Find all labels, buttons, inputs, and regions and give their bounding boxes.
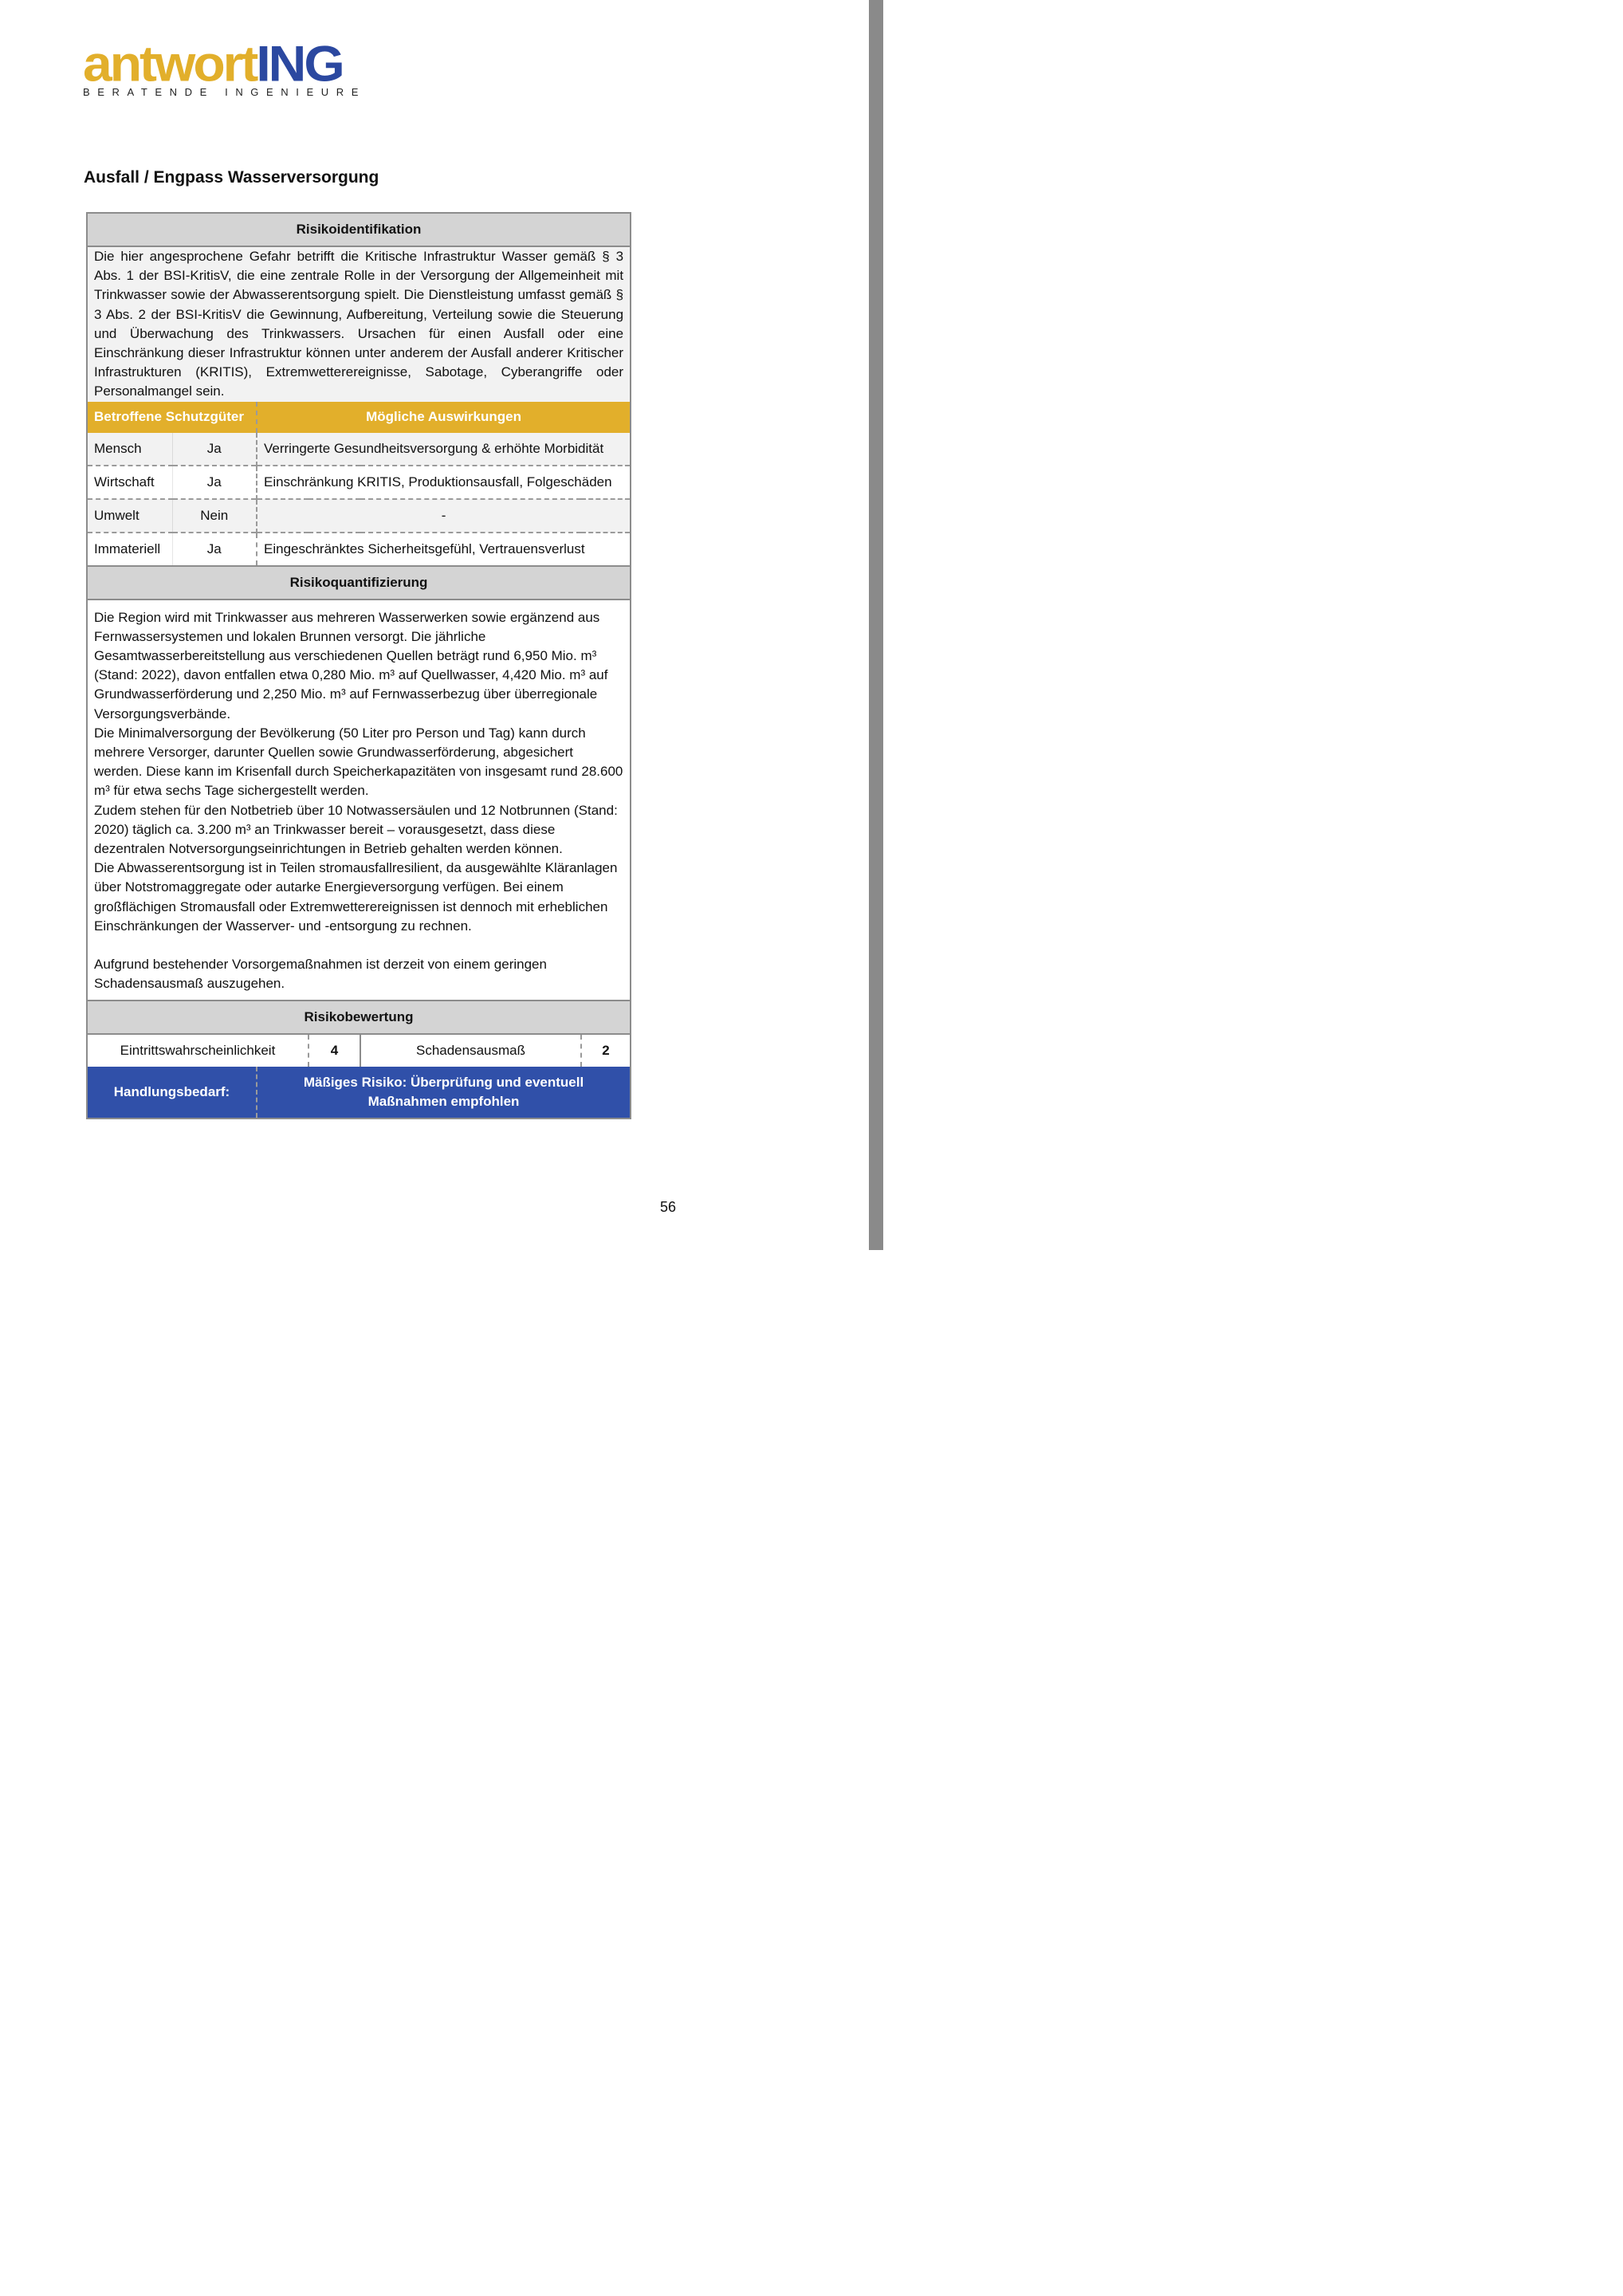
identification-text-row <box>87 246 631 402</box>
quantification-text-row <box>87 600 631 1001</box>
effect-text: - <box>257 499 631 533</box>
good-label: Immateriell <box>87 533 172 566</box>
table-row <box>87 499 631 533</box>
action-text-line: Maßnahmen empfohlen <box>367 1094 520 1110</box>
identification-text: Die hier angesprochene Gefahr betrifft die Kritische Infrastruktur Wasser gemäß § 3 Abs. 1 der BSI-KritisV, die eine zentrale Rolle in der Versorgung der Allgemeinheit mit Trinkwasser sowie der Abwasserentsorgung spielt. Die Dienstleistung umfasst gemäß § 3 Abs. 2 der BSI-KritisV die Gewinnung, Aufbereitung, Verteilung sowie die Steuerung und Überwachung des Trinkwassers. Ursachen für einen Ausfall oder eine Einschränkung dieser Infrastruktur können unter anderem der Ausfall anderer Kritischer Infrastrukturen (KRITIS), Extremwetterereignisse, Sabotage, Cyberangriffe oder Personalmangel sein. <box>87 246 631 402</box>
action-text-line: Mäßiges Risiko: Überprüfung und eventuell <box>303 1075 584 1091</box>
col-header-effects: Mögliche Auswirkungen <box>257 402 631 433</box>
good-label: Mensch <box>87 433 172 466</box>
impact-header-row <box>87 402 631 433</box>
table-row <box>87 533 631 566</box>
affected-value: Nein <box>172 499 257 533</box>
action-row <box>87 1067 631 1119</box>
page-title: Ausfall / Engpass Wasserversorgung <box>84 168 379 187</box>
good-label: Wirtschaft <box>87 466 172 499</box>
probability-value: 4 <box>308 1034 360 1067</box>
quantification-paragraph: Die Abwasserentsorgung ist in Teilen stromausfallresilient, da ausgewählte Kläranlagen über Notstromaggregate oder autarke Energieversorgung verfügen. Bei einem großflächigen Stromausfall oder Extremwetterereignissen ist dennoch mit erheblichen Einschränkungen der Wasserver- und -entsorgung zu rechnen. <box>94 860 618 934</box>
damage-value: 2 <box>581 1034 631 1067</box>
quantification-paragraph: Zudem stehen für den Notbetrieb über 10 Notwassersäulen und 12 Notbrunnen (Stand: 2020) täglich ca. 3.200 m³ an Trinkwasser bereit – vorausgesetzt, dass diese dezentralen Notversorgungseinrichtungen in Betrieb gehalten werden können. <box>94 802 618 857</box>
quantification-paragraph: Die Region wird mit Trinkwasser aus mehreren Wasserwerken sowie ergänzend aus Fernwassersystemen und lokalen Brunnen versorgt. Die jährliche Gesamtwasserbereitstellung aus verschiedenen Quellen beträgt rund 6,950 Mio. m³ (Stand: 2022), davon entfallen etwa 0,280 Mio. m³ auf Quellwasser, 4,420 Mio. m³ auf Grundwasserförderung und 2,250 Mio. m³ auf Fernwasserbezug über überregionale Versorgungsverbände. <box>94 609 608 721</box>
page-edge-bar <box>869 0 883 1250</box>
effect-text: Eingeschränktes Sicherheitsgefühl, Vertrauensverlust <box>257 533 631 566</box>
logo-word-ing: ING <box>256 35 343 92</box>
affected-value: Ja <box>172 533 257 566</box>
good-label: Umwelt <box>87 499 172 533</box>
table-row <box>87 466 631 499</box>
identification-header: Risikoidentifikation <box>87 213 631 246</box>
evaluation-header-row <box>87 1001 631 1034</box>
evaluation-row <box>87 1034 631 1067</box>
logo-wordmark <box>83 35 366 92</box>
quantification-header-row <box>87 566 631 600</box>
effect-text: Einschränkung KRITIS, Produktionsausfall, Folgeschäden <box>257 466 631 499</box>
affected-value: Ja <box>172 433 257 466</box>
action-text <box>257 1067 631 1119</box>
evaluation-header: Risikobewertung <box>87 1001 631 1034</box>
logo-subtitle: BERATENDE INGENIEURE <box>83 86 367 98</box>
page-number: 56 <box>660 1199 677 1215</box>
affected-value: Ja <box>172 466 257 499</box>
paragraph-spacer <box>94 936 623 955</box>
action-label: Handlungsbedarf: <box>87 1067 257 1119</box>
damage-label: Schadensausmaß <box>360 1034 581 1067</box>
probability-label: Eintrittswahrscheinlichkeit <box>87 1034 308 1067</box>
quantification-paragraph: Die Minimalversorgung der Bevölkerung (50 Liter pro Person und Tag) kann durch mehrere Versorger, darunter Quellen sowie Grundwasserförderung, abgesichert werden. Diese kann im Krisenfall durch Speicherkapazitäten von insgesamt rund 28.600 m³ für etwa sechs Tage sichergestellt werden. <box>94 725 623 799</box>
table-row <box>87 433 631 466</box>
effect-text: Verringerte Gesundheitsversorgung & erhöhte Morbidität <box>257 433 631 466</box>
col-header-goods: Betroffene Schutzgüter <box>87 402 257 433</box>
quantification-text <box>87 600 631 1001</box>
quantification-header: Risikoquantifizierung <box>87 566 631 600</box>
identification-header-row <box>87 213 631 246</box>
logo-word-antwort: antwort <box>83 35 257 92</box>
company-logo <box>83 35 367 98</box>
quantification-paragraph: Aufgrund bestehender Vorsorgemaßnahmen ist derzeit von einem geringen Schadensausmaß auszugehen. <box>94 957 547 992</box>
risk-table <box>86 212 631 1119</box>
